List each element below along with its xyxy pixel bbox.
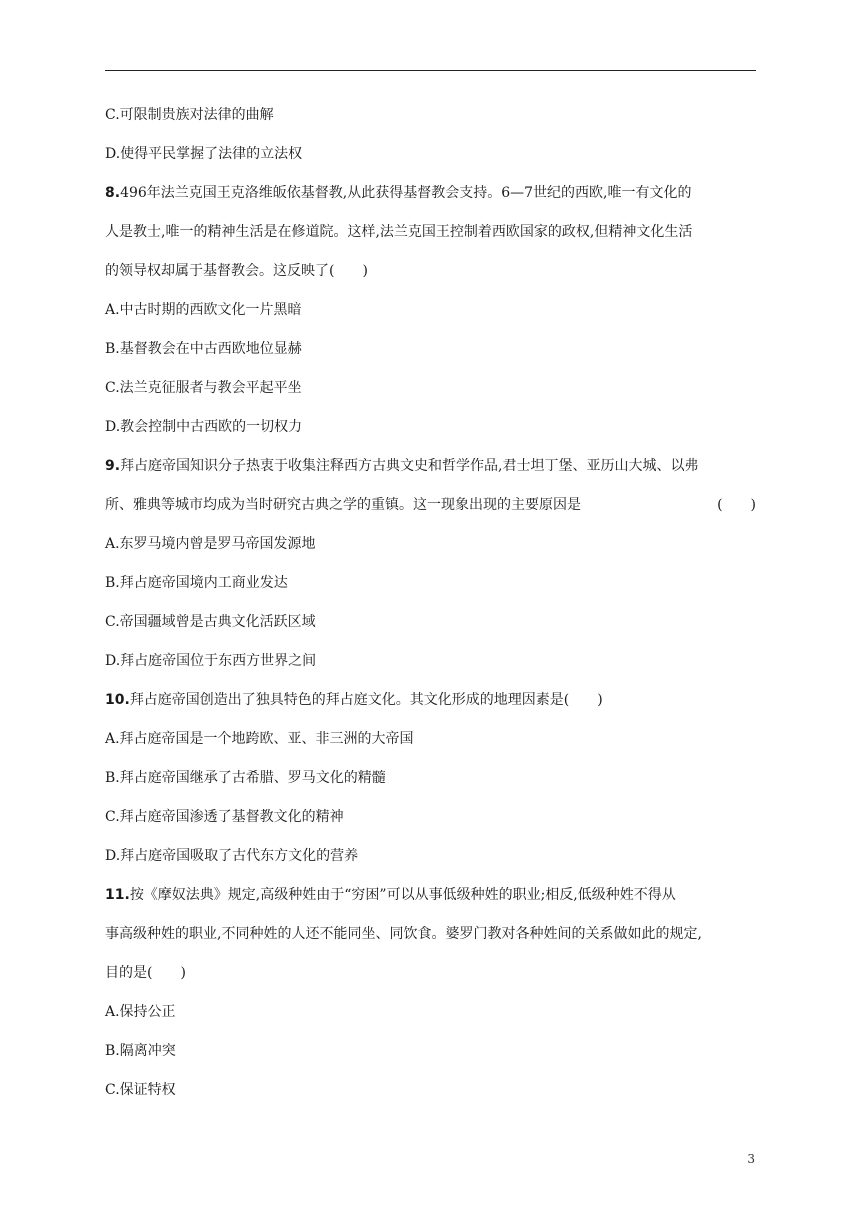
question-9 (105, 456, 756, 515)
option-7c: C.可限制贵族对法律的曲解 (105, 107, 274, 123)
option-8a: A.中古时期的西欧文化一片黑暗 (105, 302, 302, 318)
question-10 (105, 690, 756, 710)
question-text: 人是教士,唯一的精神生活是在修道院。这样,法兰克国王控制着西欧国家的政权,但精神文化生活 (105, 224, 693, 240)
option-10a: A.拜占庭帝国是一个地跨欧、亚、非三洲的大帝国 (105, 731, 414, 747)
option-9d: D.拜占庭帝国位于东西方世界之间 (105, 653, 317, 669)
question-8 (105, 183, 756, 281)
option-11b: B.隔离冲突 (105, 1043, 176, 1059)
question-number: 11. (105, 887, 130, 903)
option-8b: B.基督教会在中古西欧地位显赫 (105, 341, 302, 357)
question-text: 拜占庭帝国创造出了独具特色的拜占庭文化。其文化形成的地理因素是( ) (129, 692, 603, 708)
option-11a: A.保持公正 (105, 1004, 176, 1020)
header-rule (105, 70, 756, 71)
question-11 (105, 885, 756, 983)
question-text: 事高级种姓的职业,不同种姓的人还不能同坐、同饮食。婆罗门教对各种姓间的关系做如此的规定, (105, 926, 702, 942)
document-body (105, 105, 756, 1100)
question-text: 目的是( ) (105, 965, 186, 981)
answer-blank: ( ) (717, 497, 756, 513)
question-text: 496年法兰克国王克洛维皈依基督教,从此获得基督教会支持。6—7世纪的西欧,唯一有文化的 (120, 185, 692, 201)
option-9b: B.拜占庭帝国境内工商业发达 (105, 575, 288, 591)
question-number: 8. (105, 185, 121, 201)
option-10c: C.拜占庭帝国渗透了基督教文化的精神 (105, 809, 344, 825)
question-text: 所、雅典等城市均成为当时研究古典之学的重镇。这一现象出现的主要原因是 (105, 497, 581, 513)
question-text: 的领导权却属于基督教会。这反映了( ) (105, 263, 368, 279)
question-number: 9. (105, 458, 121, 474)
option-9a: A.东罗马境内曾是罗马帝国发源地 (105, 536, 316, 552)
option-9c: C.帝国疆域曾是古典文化活跃区域 (105, 614, 316, 630)
page-number: 3 (747, 1152, 755, 1166)
option-8c: C.法兰克征服者与教会平起平坐 (105, 380, 302, 396)
question-text: 拜占庭帝国知识分子热衷于收集注释西方古典文史和哲学作品,君士坦丁堡、亚历山大城、以弗 (120, 458, 699, 474)
option-10b: B.拜占庭帝国继承了古希腊、罗马文化的精髓 (105, 770, 386, 786)
option-11c: C.保证特权 (105, 1082, 176, 1098)
option-8d: D.教会控制中古西欧的一切权力 (105, 419, 303, 435)
question-number: 10. (105, 692, 130, 708)
option-7d: D.使得平民掌握了法律的立法权 (105, 146, 303, 162)
option-10d: D.拜占庭帝国吸取了古代东方文化的营养 (105, 848, 359, 864)
question-text: 按《摩奴法典》规定,高级种姓由于“穷困”可以从事低级种姓的职业;相反,低级种姓不得从 (129, 887, 676, 903)
